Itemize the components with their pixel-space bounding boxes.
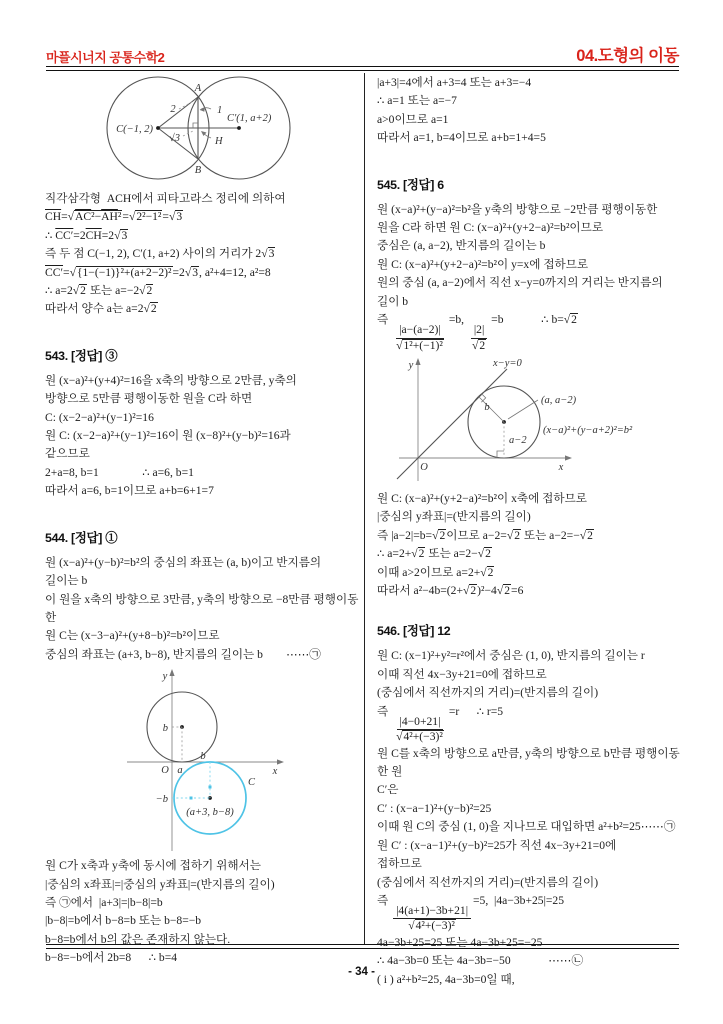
text-line: 원 C: (x−1)²+y²=r²에서 중심은 (1, 0), 반지름의 길이는 r: [377, 649, 645, 663]
text-line: 따라서 a=6, b=1이므로 a+b=6+1=7: [45, 484, 214, 498]
solution-542-continued: [45, 190, 359, 319]
text-line: |중심의 x좌표|=|중심의 y좌표|=(반지름의 길이): [45, 877, 275, 891]
text-line: C′은: [377, 783, 399, 797]
solution-544-continued: [377, 74, 683, 148]
text-line: C′ : (x−a−1)²+(y−b)²=25: [377, 801, 492, 815]
text-line: ∴ $CC'=2\overline{CH}=2√3$: [45, 228, 128, 242]
diagram-circle-tangent-line: [391, 355, 691, 487]
text-line: 이 원을 x축의 방향으로 3만큼, y축의 방향으로 −8만큼 평행이동한: [45, 592, 359, 624]
text-line: 원 C: (x−2−a)²+(y−1)²=16이 원 (x−8)²+(y−b)²=16과: [45, 429, 291, 443]
text-line: 따라서 양수 a는 a=2√2: [45, 302, 157, 316]
answer-heading-543: 543. [정답] ③: [45, 348, 118, 363]
label-x-axis: x: [558, 462, 564, 474]
solution-545: [377, 201, 683, 353]
text-line: 2+a=8, b=1 ∴ a=6, b=1: [45, 465, 194, 479]
label-b: B: [194, 165, 202, 176]
diagram-tangent-circles: [99, 667, 349, 855]
text-line: 접하므로: [377, 857, 422, 871]
right-angle-mark: [193, 123, 198, 128]
label-length-1: 1: [217, 105, 223, 116]
text-line: 원 C′ : (x−a−1)²+(y−b)²=25가 직선 4x−3y+21=0에: [377, 838, 617, 852]
text-line: 즉 $\frac{|4(a+1)-3b+21|}{\text{√4²+(−3)²}}$ =5, |4a−3b+25|=25: [377, 893, 565, 933]
label-circle-equation: (x−a)²+(y−a+2)²=b²: [543, 425, 633, 437]
text-line: 같으므로: [45, 447, 90, 461]
leader-center-label: [508, 400, 538, 419]
segment-ca: [158, 97, 198, 128]
text-line: 원 (x−a)²+(y−a)²=b²을 y축의 방향으로 −2만큼 평행이동한: [377, 202, 658, 216]
text-line: 중심은 (a, a−2), 반지름의 길이는 b: [377, 239, 546, 253]
solution-546: [377, 647, 683, 989]
x-axis-arrow: [277, 760, 284, 765]
label-y-axis: y: [408, 360, 414, 372]
point-c-dot: [156, 126, 160, 130]
book-title: 마플시너지 공통수학2: [46, 50, 165, 65]
text-line: |b−8|=b에서 b−8=b 또는 b−8=−b: [45, 914, 202, 928]
text-line: 이때 a>2이므로 a=2+√2: [377, 565, 494, 579]
y-axis-arrow: [415, 358, 420, 365]
text-line: 즉 |a−2|=b=√2이므로 a−2=√2 또는 a−2=−√2: [377, 528, 593, 542]
answer-heading-545: 545. [정답] 6: [377, 177, 444, 192]
text-line: 원 (x−a)²+(y+4)²=16을 x축의 방향으로 2만큼, y축의: [45, 373, 297, 387]
guide-dot-vertical: [209, 786, 212, 789]
point-c-prime-dot: [237, 126, 241, 130]
diagram-intersecting-circles: [59, 76, 359, 184]
label-a: A: [194, 83, 202, 94]
solution-544-tail: [45, 857, 359, 967]
solution-543: [45, 372, 359, 501]
right-column: [377, 74, 683, 989]
label-radius-2: 2: [170, 104, 176, 115]
chapter-title: 04.도형의 이동: [576, 47, 679, 65]
label-center: (a, a−2): [541, 395, 577, 407]
header-rule: [46, 66, 679, 71]
label-a-on-axis: a: [177, 765, 183, 777]
label-sqrt3: √3: [169, 133, 181, 144]
original-center-guides: [172, 727, 182, 762]
text-line: 원 C: (x−a)²+(y+2−a)²=b²이 x축에 접하므로: [377, 492, 587, 506]
text-line: 원의 중심 (a, a−2)에서 직선 x−y=0까지의 거리는 반지름의: [377, 276, 663, 290]
text-line: 직각삼각형 ACH에서 피타고라스 정리에 의하여: [45, 192, 286, 205]
label-distance-a-2: a−2: [509, 435, 527, 447]
column-divider: [364, 73, 365, 945]
text-line: 원 (x−a)²+(y−b)²=b²의 중심의 좌표는 (a, b)이고 반지름의: [45, 555, 322, 569]
text-line: ∴ a=2+√2 또는 a=2−√2: [377, 547, 491, 561]
text-line: a>0이므로 a=1: [377, 112, 449, 126]
solution-545-tail: [377, 490, 683, 600]
text-line: 원 C는 (x−3−a)²+(y+8−b)²=b²이므로: [45, 629, 220, 643]
text-line: 원 C가 x축과 y축에 동시에 접하기 위해서는: [45, 859, 261, 873]
text-line: 방향으로 5만큼 평행이동한 원을 C라 하면: [45, 392, 253, 406]
text-line: ( i ) a²+b²=25, 4a−3b=0일 때,: [377, 972, 515, 986]
text-line: $\overline{CH}=√AC^2-\overline{AH}^2=√2^2-1^2=√3$: [45, 210, 183, 224]
right-angle-line-tangent: [481, 394, 485, 403]
text-line: b−8=−b에서 2b=8 ∴ b=4: [45, 951, 178, 965]
label-translated-center: (a+3, b−8): [186, 807, 234, 819]
text-line: 즉 두 점 C(−1, 2), C′(1, a+2) 사이의 거리가 2√3: [45, 247, 275, 261]
label-y-axis: y: [162, 671, 168, 683]
guide-dot-horizontal: [190, 797, 193, 800]
text-line: 길이는 b: [45, 574, 88, 588]
y-axis-arrow: [169, 669, 174, 676]
left-column: [45, 74, 359, 968]
text-line: 따라서 a=1, b=4이므로 a+b=1+4=5: [377, 131, 546, 145]
label-b-on-axis: b: [162, 723, 168, 735]
label-radius-b: b: [484, 402, 490, 414]
label-x-axis: x: [272, 766, 278, 778]
x-axis-arrow: [565, 455, 572, 460]
solution-544: [45, 554, 359, 664]
text-line: 이때 직선 4x−3y+21=0에 접하므로: [377, 667, 547, 681]
text-line: 즉 $\frac{|4-0+21|}{\text{√4²+(−3)²}}$ =r ∴ r=5: [377, 704, 504, 744]
page-header: [46, 42, 679, 66]
label-minus-b: −b: [155, 794, 168, 806]
text-line: |중심의 y좌표|=(반지름의 길이): [377, 510, 531, 524]
text-line: |a+3|=4에서 a+3=4 또는 a+3=−4: [377, 76, 532, 89]
text-line: 길이 b: [377, 294, 409, 308]
text-line: 4a−3b+25=25 또는 4a−3b+25=−25: [377, 935, 543, 949]
text-line: ∴ a=1 또는 a=−7: [377, 94, 457, 108]
text-line: b−8=b에서 b의 값은 존재하지 않는다.: [45, 932, 231, 946]
label-origin: O: [161, 765, 169, 777]
label-b-tangent: b: [200, 751, 206, 763]
text-line: ∴ a=2√2 또는 a=−2√2: [45, 284, 153, 298]
text-line: (중심에서 직선까지의 거리)=(반지름의 길이): [377, 686, 599, 700]
label-circle-C: C: [248, 777, 256, 789]
text-line: 즉 $\frac{|a-(a-2)|}{\text{√1²+(−1)²}}$ =b, $\frac{|2|}{√2}$ =b ∴ b=√2: [377, 313, 577, 352]
text-line: 중심의 좌표는 (a+3, b−8), 반지름의 길이는 b ⋯⋯㉠: [45, 647, 321, 661]
text-line: 즉 ㉠에서 |a+3|=|b−8|=b: [45, 895, 163, 909]
text-line: 따라서 a²−4b=(2+√2)²−4√2=6: [377, 584, 524, 598]
answer-heading-544: 544. [정답] ①: [45, 530, 118, 545]
text-line: 원 C를 x축의 방향으로 a만큼, y축의 방향으로 b만큼 평행이동한 원: [377, 746, 680, 779]
text-line: CC′=√{1−(−1)}²+(a+2−2)²=2√3, a²+4=12, a²=8: [45, 265, 271, 279]
radius-to-line: [479, 397, 505, 423]
answer-heading-546: 546. [정답] 12: [377, 624, 451, 639]
label-center-c: C(−1, 2): [116, 124, 153, 135]
text-line: 이때 원 C의 중심 (1, 0)을 지나므로 대입하면 a²+b²=25⋯⋯㉠: [377, 820, 676, 834]
page-number: - 34 -: [348, 966, 375, 978]
text-line: ∴ 4a−3b=0 또는 4a−3b=−50 ⋯⋯㉡: [377, 954, 584, 968]
line-x-minus-y: [397, 369, 507, 479]
text-line: C: (x−2−a)²+(y−1)²=16: [45, 410, 154, 424]
label-line-equation: x−y=0: [493, 358, 522, 370]
text-line: (중심에서 직선까지의 거리)=(반지름의 길이): [377, 875, 599, 889]
label-h: H: [215, 136, 223, 147]
label-origin: O: [420, 462, 428, 474]
text-line: 원을 C라 하면 원 C: (x−a)²+(y+2−a)²=b²이므로: [377, 221, 604, 235]
label-center-c-prime: C′(1, a+2): [227, 113, 272, 124]
text-line: 원 C: (x−a)²+(y+2−a)²=b²이 y=x에 접하므로: [377, 257, 589, 271]
